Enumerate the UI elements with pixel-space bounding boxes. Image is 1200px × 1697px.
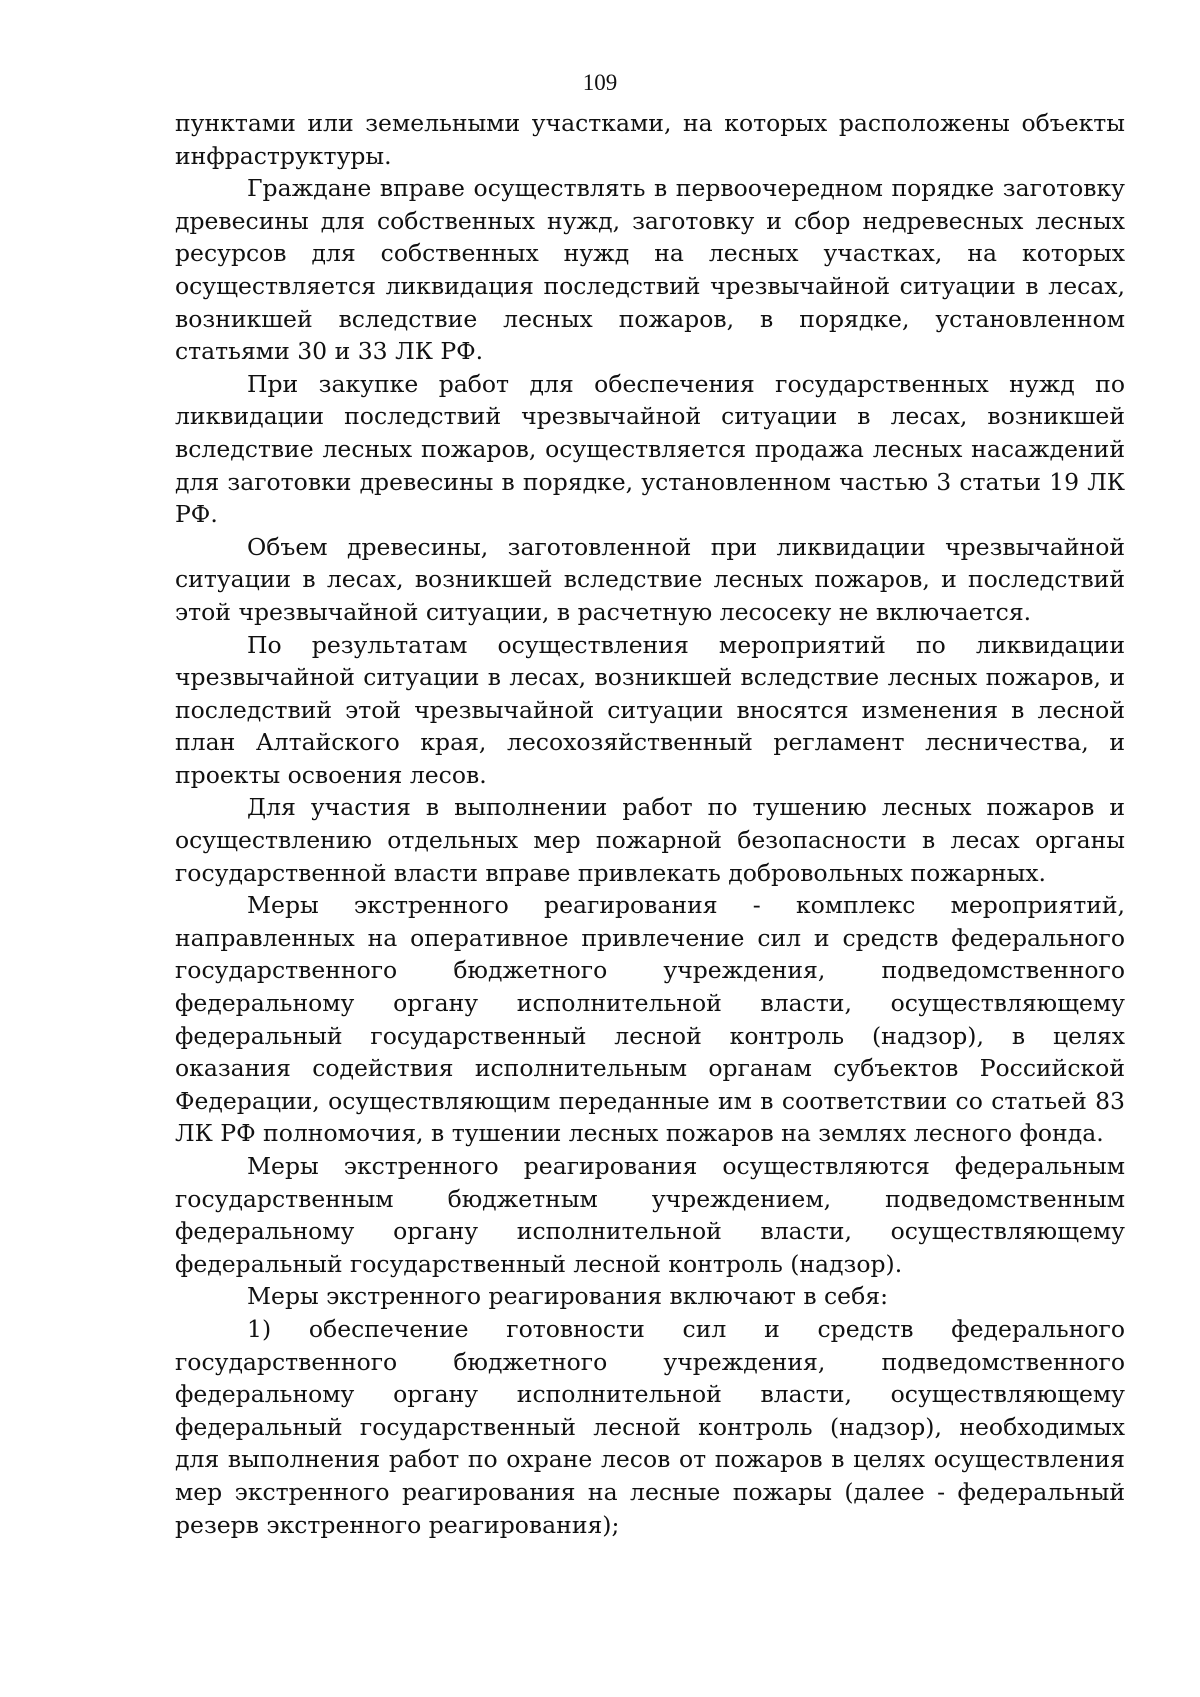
paragraph-emergency-measures-definition: Меры экстренного реагирования - комплекс мероприятий, направленных на оперативное привлечение сил и средств федерального государственного бюджетного учреждения, подведомственного федеральному органу исполнительной власти, осуществляющему федеральный государственный лесной контроль (надзор), в целях оказания содействия исполнительным органам субъектов Российской Федерации, осуществляющим переданные им в соответствии со статьей 83 ЛК РФ полномочия, в тушении лесных пожаров на землях лесного фонда. <box>175 891 1125 1148</box>
paragraph-timber-volume: Объем древесины, заготовленной при ликвидации чрезвычайной ситуации в лесах, возникшей вследствие лесных пожаров, и последствий этой чрезвычайной ситуации, в расчетную лесосеку не включается. <box>175 532 1125 626</box>
paragraph-citizens-harvesting: Граждане вправе осуществлять в первоочередном порядке заготовку древесины для собственных нужд, заготовку и сбор недревесных лесных ресурсов для собственных нужд на лесных участках, на которых осуществляется ликвидация последствий чрезвычайной ситуации в лесах, возникшей вследствие лесных пожаров, в порядке, установленном статьями 30 и 33 ЛК РФ. <box>175 174 1125 366</box>
paragraph-emergency-measures-include: Меры экстренного реагирования включают в себя: <box>247 1282 888 1311</box>
paragraph-infrastructure-continuation: пунктами или земельными участками, на которых расположены объекты инфраструктуры. <box>175 109 1125 170</box>
paragraph-volunteer-firefighters: Для участия в выполнении работ по тушению лесных пожаров и осуществлению отдельных мер пожарной безопасности в лесах органы государственной власти вправе привлекать добровольных пожарных. <box>175 793 1125 887</box>
document-body <box>175 107 1125 1541</box>
paragraph-emergency-measures-executor: Меры экстренного реагирования осуществляются федеральным государственным бюджетным учреждением, подведомственным федеральному органу исполнительной власти, осуществляющему федеральный государственный лесной контроль (надзор). <box>175 1152 1125 1278</box>
page-number: 109 <box>582 70 618 95</box>
paragraph-forest-plan-changes: По результатам осуществления мероприятий по ликвидации чрезвычайной ситуации в лесах, возникшей вследствие лесных пожаров, и последствий этой чрезвычайной ситуации вносятся изменения в лесной план Алтайского края, лесохозяйственный регламент лесничества, и проекты освоения лесов. <box>175 630 1125 789</box>
list-item-1-readiness: 1) обеспечение готовности сил и средств федерального государственного бюджетного учреждения, подведомственного федеральному органу исполнительной власти, осуществляющему федеральный государственный лесной контроль (надзор), необходимых для выполнения работ по охране лесов от пожаров в целях осуществления мер экстренного реагирования на лесные пожары (далее - федеральный резерв экстренного реагирования); <box>175 1314 1125 1539</box>
paragraph-procurement: При закупке работ для обеспечения государственных нужд по ликвидации последствий чрезвычайной ситуации в лесах, возникшей вследствие лесных пожаров, осуществляется продажа лесных насаждений для заготовки древесины в порядке, установленном частью 3 статьи 19 ЛК РФ. <box>175 369 1125 529</box>
